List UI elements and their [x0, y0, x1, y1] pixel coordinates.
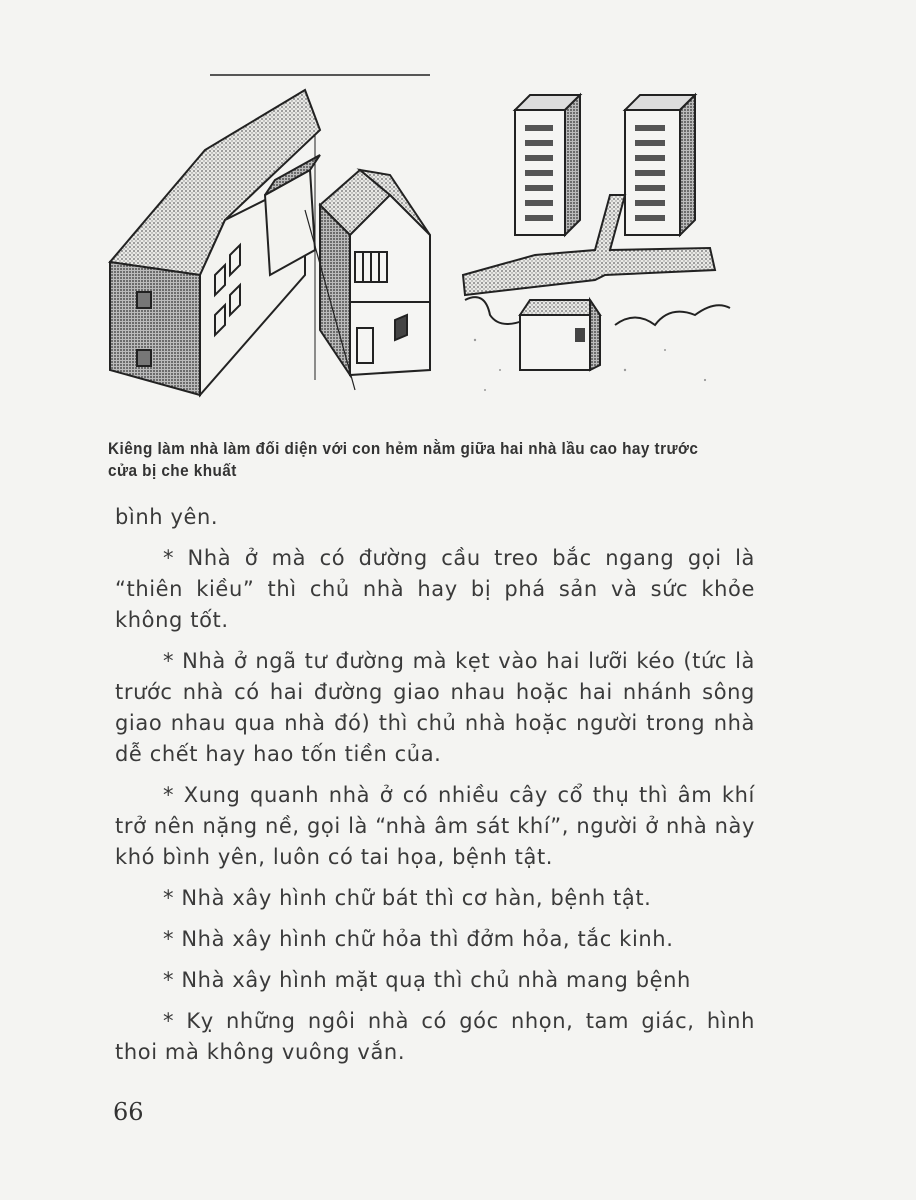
paragraph-nga-tu: * Nhà ở ngã tư đường mà kẹt vào hai lưỡi kéo (tức là trước nhà có hai đường giao nhau hoặc hai nhánh sông giao nhau qua nhà đó) thì chủ nhà hoặc người trong nhà dễ chết hay hao tốn tiền của.	[115, 649, 755, 766]
paragraph-mat-qua: * Nhà xây hình mặt quạ thì chủ nhà mang bệnh	[163, 968, 691, 992]
paragraph-thien-kieu: * Nhà ở mà có đường cầu treo bắc ngang gọi là “thiên kiều” thì chủ nhà hay bị phá sản và sức khỏe không tốt.	[115, 546, 755, 632]
paragraph-goc-nhon: * Kỵ những ngôi nhà có góc nhọn, tam giác, hình thoi mà không vuông vắn.	[115, 1009, 755, 1064]
right-scene	[463, 95, 730, 391]
figure-caption: Kiêng làm nhà làm đối diện với con hẻm nằm giữa hai nhà lầu cao hay trước cửa bị che khuất	[108, 439, 699, 480]
house-illustration	[105, 70, 755, 415]
page-number: 66	[113, 1098, 144, 1126]
body-text	[115, 502, 755, 1078]
paragraph-cay-co-thu: * Xung quanh nhà ở có nhiều cây cổ thụ thì âm khí trở nên nặng nề, gọi là “nhà âm sát khí”, người ở nhà này khó bình yên, luôn có tai họa, bệnh tật.	[115, 783, 755, 869]
paragraph-continued: bình yên.	[115, 505, 219, 529]
paragraph-chu-hoa: * Nhà xây hình chữ hỏa thì đởm hỏa, tắc kinh.	[163, 927, 674, 951]
left-scene	[110, 75, 430, 395]
paragraph-chu-bat: * Nhà xây hình chữ bát thì cơ hàn, bệnh tật.	[163, 886, 652, 910]
